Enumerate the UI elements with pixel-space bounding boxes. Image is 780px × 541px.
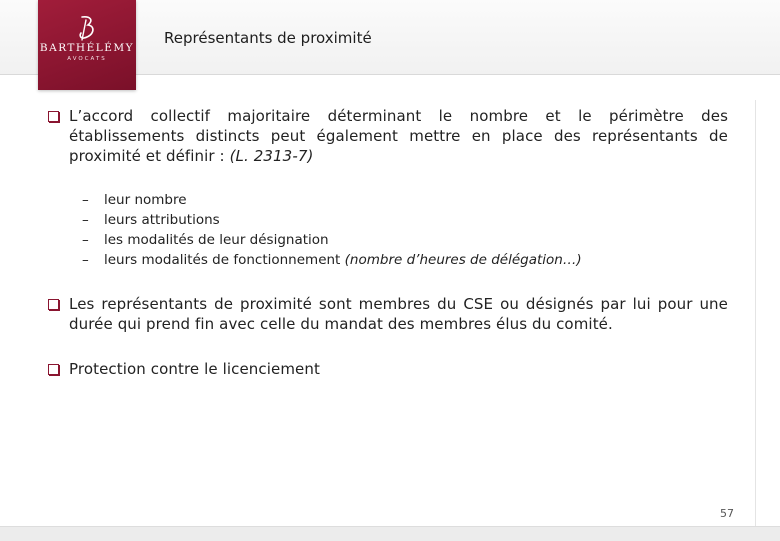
bullet-protection: [48, 359, 728, 379]
bullet-text: L’accord collectif majoritaire déterminant le nombre et le périmètre des établissements distincts peut également mettre en place des représentants de proximité et définir : (L. 2313-7): [69, 107, 728, 165]
footer-band: [0, 526, 780, 541]
legal-reference: (L. 2313-7): [229, 147, 314, 165]
divider: [755, 100, 756, 526]
page-title: Représentants de proximité: [164, 29, 372, 47]
bullet-accord-collectif: [48, 106, 728, 166]
bullet-membres-cse: [48, 294, 728, 334]
logo-name: BARTHÉLÉMY: [39, 42, 135, 54]
dash-marker: –: [82, 232, 89, 248]
list-item-label: leur nombre: [104, 192, 187, 208]
list-item-label: leurs attributions: [104, 212, 220, 228]
checkbox-square-icon: [48, 364, 59, 375]
dash-marker: –: [82, 212, 89, 228]
dash-marker: –: [82, 252, 89, 268]
list-item-note: (nombre d’heures de délégation…): [344, 252, 582, 268]
bullet-text: Protection contre le licenciement: [69, 360, 320, 378]
checkbox-square-icon: [48, 111, 59, 122]
dash-marker: –: [82, 192, 89, 208]
logo-subtitle: AVOCATS: [67, 56, 107, 62]
brand-logo: [38, 0, 136, 90]
logo-b-icon: [72, 14, 102, 44]
list-item-label: les modalités de leur désignation: [104, 232, 329, 248]
list-item-label: leurs modalités de fonctionnement (nombre d’heures de délégation…): [104, 252, 582, 268]
bullet-text: Les représentants de proximité sont membres du CSE ou désignés par lui pour une durée qui prend fin avec celle du mandat des membres élus du comité.: [69, 295, 728, 333]
page-number: 57: [720, 507, 734, 520]
checkbox-square-icon: [48, 299, 59, 310]
